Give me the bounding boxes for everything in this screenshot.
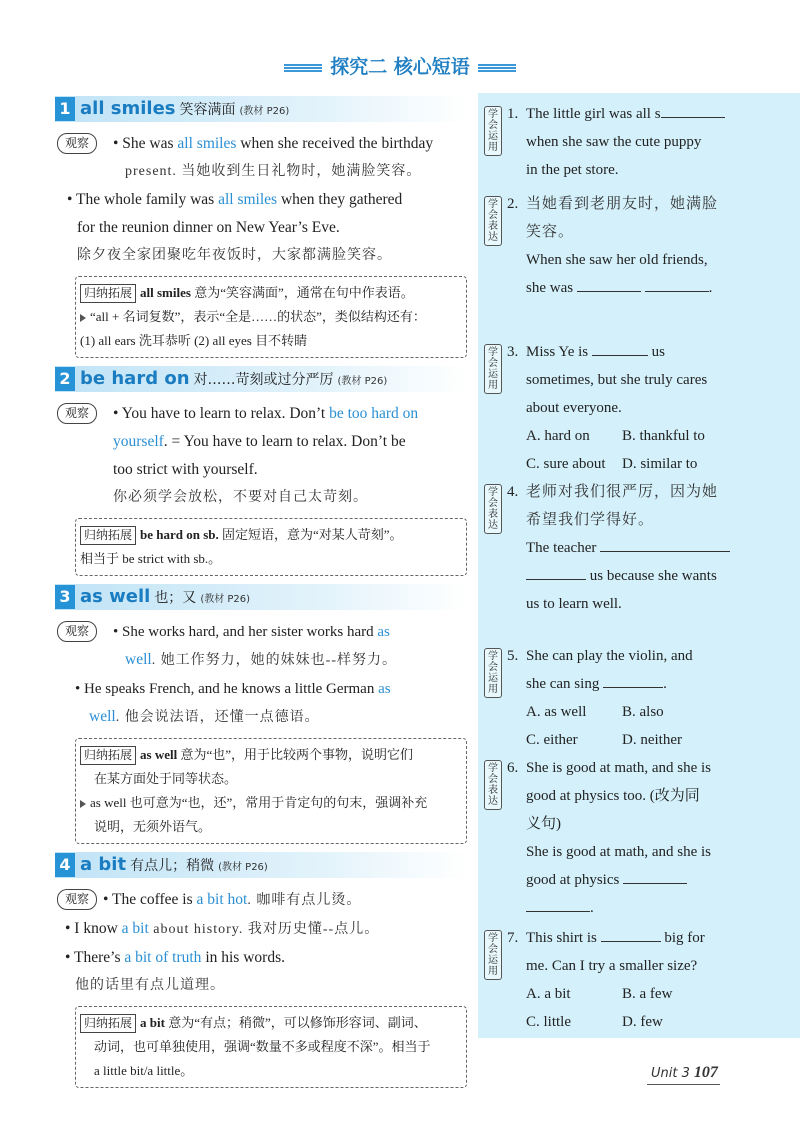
question-tag: 学会运用 bbox=[484, 930, 502, 980]
question-tag: 学会运用 bbox=[484, 344, 502, 394]
section-number: 3 bbox=[55, 585, 75, 609]
observe-tag: 观察 bbox=[57, 889, 97, 910]
question-number: 5. bbox=[507, 648, 519, 664]
answer-blank[interactable] bbox=[526, 894, 590, 912]
summary-tag: 归纳拓展 bbox=[80, 746, 136, 765]
option-a[interactable]: A. a bit bbox=[526, 986, 571, 1002]
question-6: 学会表达 6. She is good at math, and she is good at physics too. (改为同 义句) She is good at math, and she is good at physics . bbox=[484, 754, 796, 922]
example-line: yourself. = You have to learn to relax. Don’t be bbox=[113, 433, 406, 450]
question-number: 7. bbox=[507, 930, 519, 946]
answer-blank[interactable] bbox=[600, 534, 730, 552]
exercise-column bbox=[484, 100, 796, 1036]
option-a[interactable]: A. as well bbox=[526, 704, 587, 720]
section-phrase: a bit 有点儿；稍微 (教材 P26) bbox=[80, 854, 268, 875]
question-7: 学会运用 7. This shirt is big for me. Can I try a smaller size? A. a bit B. a few C. little D. few bbox=[484, 924, 796, 1036]
option-b[interactable]: B. also bbox=[622, 704, 664, 720]
question-2: 学会表达 2. 当她看到老朋友时，她满脸 笑容。 When she saw her old friends, she was . bbox=[484, 190, 796, 330]
summary-box: 归纳拓展 all smiles 意为“笑容满面”，通常在句中作表语。 “all + 名词复数”，表示“全是……的状态”，类似结构还有： (1) all ears 洗耳恭听 (2) all eyes 目不转睛 bbox=[75, 276, 467, 358]
observe-tag: 观察 bbox=[57, 403, 97, 424]
answer-blank[interactable] bbox=[526, 562, 586, 580]
option-c[interactable]: C. little bbox=[526, 1014, 571, 1030]
question-5: 学会运用 5. She can play the violin, and she can sing . A. as well B. also C. either D. neither bbox=[484, 642, 796, 754]
example-line: • The coffee is a bit hot. 咖啡有点儿烫。 bbox=[103, 891, 362, 908]
observe-block bbox=[55, 618, 467, 732]
answer-blank[interactable] bbox=[603, 670, 663, 688]
title-decor-left bbox=[284, 64, 322, 72]
question-number: 2. bbox=[507, 196, 519, 212]
option-b[interactable]: B. a few bbox=[622, 986, 673, 1002]
summary-tag: 归纳拓展 bbox=[80, 526, 136, 545]
section-phrase: all smiles 笑容满面 (教材 P26) bbox=[80, 98, 290, 119]
section-header-1 bbox=[55, 96, 467, 122]
example-line: for the reunion dinner on New Year’s Eve. bbox=[77, 219, 340, 236]
example-translation: 他的话里有点儿道理。 bbox=[75, 978, 225, 993]
example-translation: 你必须学会放松，不要对自己太苛刻。 bbox=[113, 490, 368, 505]
example-line: present. 当她收到生日礼物时，她满脸笑容。 bbox=[125, 164, 422, 179]
section-number: 4 bbox=[55, 853, 75, 877]
option-c[interactable]: C. sure about bbox=[526, 456, 606, 472]
section-number: 2 bbox=[55, 367, 75, 391]
example-line: • I know a bit about history. 我对历史懂--点儿。 bbox=[65, 920, 380, 937]
question-3: 学会运用 3. Miss Ye is us sometimes, but she truly cares about everyone. A. hard on B. thankful to C. sure about D. similar to bbox=[484, 338, 796, 478]
section-header-3 bbox=[55, 584, 467, 610]
title-decor-right bbox=[478, 64, 516, 72]
question-4: 学会表达 4. 老师对我们很严厉，因为她 希望我们学得好。 The teacher us because she wants us to learn well. bbox=[484, 478, 796, 618]
question-1: 学会运用 1. The little girl was all s when she saw the cute puppy in the pet store. bbox=[484, 100, 796, 184]
section-header-2 bbox=[55, 366, 467, 392]
question-number: 4. bbox=[507, 484, 519, 500]
question-tag: 学会表达 bbox=[484, 484, 502, 534]
bullet-arrow-icon bbox=[80, 800, 86, 808]
observe-block bbox=[55, 130, 467, 270]
summary-box: 归纳拓展 a bit 意为“有点；稍微”，可以修饰形容词、副词、 动词，也可单独使用，强调“数量不多或程度不深”。相当于 a little bit/a little。 bbox=[75, 1006, 467, 1088]
question-tag: 学会表达 bbox=[484, 196, 502, 246]
options bbox=[526, 980, 796, 1036]
option-c[interactable]: C. either bbox=[526, 732, 578, 748]
option-d[interactable]: D. neither bbox=[622, 732, 682, 748]
example-line: • There’s a bit of truth in his words. bbox=[65, 949, 285, 966]
observe-block bbox=[55, 886, 467, 1000]
page-footer bbox=[647, 1064, 720, 1085]
options bbox=[526, 698, 796, 754]
answer-blank[interactable] bbox=[592, 338, 648, 356]
summary-box: 归纳拓展 as well 意为“也”，用于比较两个事物，说明它们 在某方面处于同等状态。 as well 也可意为“也，还”，常用于肯定句的句末，强调补充 说明，无须外语气。 bbox=[75, 738, 467, 844]
question-tag: 学会运用 bbox=[484, 648, 502, 698]
answer-blank[interactable] bbox=[601, 924, 661, 942]
example-line: • The whole family was all smiles when they gathered bbox=[67, 191, 403, 208]
example-line: • You have to learn to relax. Don’t be too hard on bbox=[113, 405, 419, 422]
section-phrase: be hard on 对……苛刻或过分严厉 (教材 P26) bbox=[80, 368, 388, 389]
observe-block bbox=[55, 400, 467, 512]
observe-tag: 观察 bbox=[57, 621, 97, 642]
section-phrase: as well 也；又 (教材 P26) bbox=[80, 586, 251, 607]
summary-tag: 归纳拓展 bbox=[80, 284, 136, 303]
example-translation: 除夕夜全家团聚吃年夜饭时，大家都满脸笑容。 bbox=[77, 248, 392, 263]
unit-label: Unit 3 bbox=[651, 1066, 690, 1081]
answer-blank[interactable] bbox=[661, 100, 725, 118]
question-tag: 学会运用 bbox=[484, 106, 502, 156]
question-tag: 学会表达 bbox=[484, 760, 502, 810]
question-number: 3. bbox=[507, 344, 519, 360]
bullet-arrow-icon bbox=[80, 314, 86, 322]
option-b[interactable]: B. thankful to bbox=[622, 428, 705, 444]
page-number: 107 bbox=[693, 1064, 718, 1081]
page-title bbox=[0, 52, 800, 79]
answer-blank[interactable] bbox=[577, 274, 641, 292]
page-title-text: 探究二 核心短语 bbox=[330, 56, 470, 78]
phrase-column bbox=[55, 96, 467, 1096]
example-line: • She was all smiles when she received the birthday bbox=[113, 135, 434, 152]
option-a[interactable]: A. hard on bbox=[526, 428, 590, 444]
example-line: well. 她工作努力，她的妹妹也--样努力。 bbox=[125, 651, 398, 668]
example-line: too strict with yourself. bbox=[113, 461, 258, 478]
question-number: 1. bbox=[507, 106, 519, 122]
example-line: well. 他会说法语，还懂一点德语。 bbox=[89, 708, 320, 725]
answer-blank[interactable] bbox=[623, 866, 687, 884]
option-d[interactable]: D. few bbox=[622, 1014, 663, 1030]
answer-blank[interactable] bbox=[645, 274, 709, 292]
example-line: • She works hard, and her sister works hard as bbox=[113, 624, 390, 640]
option-d[interactable]: D. similar to bbox=[622, 456, 698, 472]
section-header-4 bbox=[55, 852, 467, 878]
summary-tag: 归纳拓展 bbox=[80, 1014, 136, 1033]
section-number: 1 bbox=[55, 97, 75, 121]
options bbox=[526, 422, 796, 478]
example-line: • He speaks French, and he knows a little German as bbox=[75, 681, 391, 697]
question-number: 6. bbox=[507, 760, 519, 776]
summary-box: 归纳拓展 be hard on sb. 固定短语，意为“对某人苛刻”。 相当于 be strict with sb.。 bbox=[75, 518, 467, 576]
observe-tag: 观察 bbox=[57, 133, 97, 154]
